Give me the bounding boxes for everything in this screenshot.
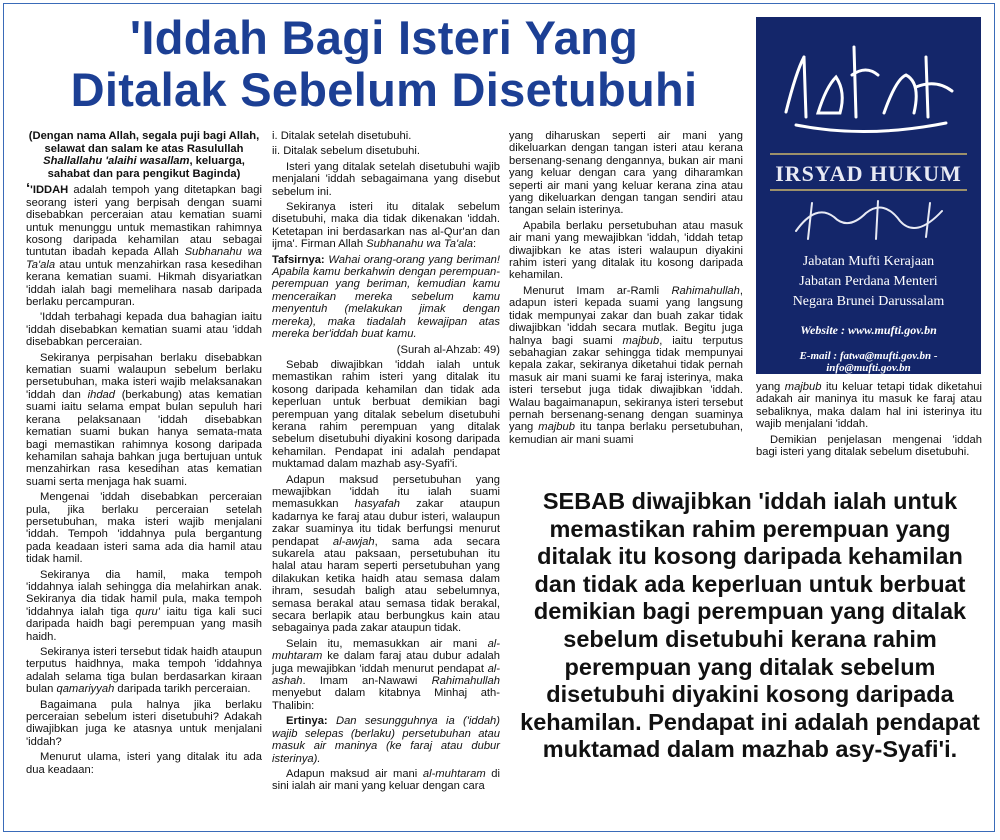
column-1	[26, 130, 262, 779]
column-3	[509, 130, 743, 449]
paragraph: Sekiranya isteri itu ditalak sebelum disetubuhi, maka dia tidak dikenakan 'iddah. Ketetapan ini berdasarkan nas al-Qur'an dan ijma'. Firman Allah Subhanahu wa Ta'ala:	[272, 201, 500, 251]
website-text: Website : www.mufti.gov.bn	[800, 323, 937, 337]
paragraph: Mengenai 'iddah disebabkan perceraian pula, jika berlaku perceraian setelah persetubuhan, maka isteri wajib menjalani 'iddah. Tempoh 'iddahnya pula bergantung pada keadaan isteri sama ada dia hamil atau tidak hamil.	[26, 491, 262, 566]
title-line-2: Ditalak Sebelum Disetubuhi	[70, 63, 698, 116]
paragraph: Menurut Imam ar-Ramli Rahimahullah, adapun isteri kepada suami yang langsung tidak mempunyai zakar dan buah zakar tidak diwajibkan 'iddah secara mutlak. Begitu juga halnya bagi suami majbub, iaitu terputus sebahagian zakar sehingga tidak mempunyai kepala zakar, sekiranya diketahui tidak pernah masuk air mani suami ke faraj isterinya, maka isteri tersebut juga tidak diwajibkan 'iddah. Walau bagaimanapun, sekiranya isteri tersebut pernah bersenang-senang dengan suaminya yang majbub itu tanpa berlaku persetubuhan, kemudian air mani suami	[509, 284, 743, 446]
paragraph: ‘'IDDAH adalah tempoh yang ditetapkan bagi seorang isteri yang berpisah dengan suami disebabkan perceraian atau kematian suami untuk menunggu untuk memastikan rahimnya kosong daripada kehamilan atau sebagai tuntutan ibadah kepada Allah Subhanahu wa Ta'ala atau untuk menzahirkan rasa kesedihan kerana kematian suami. Hikmah disyariatkan 'iddah ialah bagi memelihara nasab daripada berlaku percampuran.	[26, 180, 262, 309]
paragraph: Apabila berlaku persetubuhan atau masuk air mani yang mewajibkan 'iddah, 'iddah tetap diwajibkan ke atas isteri walaupun diyakini rahim isteri yang ditalak itu kosong daripada kehamilan.	[509, 219, 743, 282]
paragraph: Bagaimana pula halnya jika berlaku perceraian sebelum isteri disetubuhi? Adakah diwajibkan juga ke atasnya untuk menjalani 'iddah?	[26, 698, 262, 748]
paragraph: Adapun maksud air mani al-muhtaram di sini ialah air mani yang keluar dengan cara	[272, 767, 500, 793]
department-line-1: Jabatan Mufti Kerajaan	[802, 254, 935, 269]
list-item: ii. Ditalak sebelum disetubuhi.	[272, 145, 420, 158]
paragraph: Sebab diwajibkan 'iddah ialah untuk memastikan rahim isteri yang ditalak itu kosong daripada kehamilan dan tidak ada keperluan untuk berbuat demikian bagi perempuan yang ditalak sebelum disetubuhi kerana rahim perempuan yang ditalak sebelum disetubuhi diyakini kosong daripada kehamilan. Pendapat ini adalah pendapat muktamad dalam mazhab asy-Syafi'i.	[272, 358, 500, 471]
brand-name: IRSYAD HUKUM	[775, 161, 962, 186]
department-line-2: Jabatan Perdana Menteri	[799, 274, 938, 289]
list-item: i. Ditalak setelah disetubuhi.	[272, 130, 412, 142]
drop-cap: ‘	[26, 180, 31, 198]
email-text: E-mail : fatwa@mufti.gov.bn - info@mufti.gov.bn	[799, 350, 938, 374]
paragraph: 'Iddah terbahagi kepada dua bahagian iaitu 'iddah disebabkan kematian suami atau 'iddah disebabkan perceraian.	[26, 311, 262, 349]
irsyad-hukum-logo-panel	[756, 17, 981, 374]
quote-translation: Tafsirnya: Wahai orang-orang yang beriman! Apabila kamu berkahwin dengan perempuan-perempuan yang beriman, kemudian kamu menceraikan mereka sebelum kamu menyentuh (melakukan jimak dengan mereka), maka tiadalah kewajipan atas mereka ber'iddah buat kamu.	[272, 253, 500, 341]
paragraph: Sekiranya perpisahan berlaku disebabkan kematian suami walaupun sebelum berlaku persetubuhan, maka isteri wajib melaksanakan 'iddah dan ihdad (berkabung) atas kematian suami iaitu selama empat bulan sepuluh hari kerana pelaksanaan 'iddah disebabkan kematian suami bukan hanya semata-mata bagi memastikan rahimnya kosong daripada kehamilan sahaja bahkan juga bertujuan untuk menzahirkan rasa kesedihan atas kematian suami serta menjaga hak suami.	[26, 351, 262, 488]
column-4	[756, 381, 982, 461]
article-title	[24, 12, 744, 116]
paragraph: Selain itu, memasukkan air mani al-muhtaram ke dalam faraj atau dubur adalah juga mewajibkan 'iddah menurut pendapat al-ashah. Imam an-Nawawi Rahimahullah menyebut dalam kitabnya Minhaj ath-Thalibin:	[272, 637, 500, 712]
intro-text: (Dengan nama Allah, segala puji bagi Allah, selawat dan salam ke atas Rasulullah Shallallahu 'alaihi wasallam, keluarga, sahabat dan para pengikut Baginda)	[28, 130, 260, 180]
paragraph: yang diharuskan seperti air mani yang dikeluarkan dengan tangan isteri atau kerana bersenang-senang dengannya, bukan air mani yang keluar dengan cara yang diharamkan seperti air mani yang keluar kerana zina atau yang dikeluarkan dengan tangan sendiri atau tangan selain isterinya.	[509, 130, 743, 217]
paragraph: Isteri yang ditalak setelah disetubuhi wajib menjalani 'iddah sebagaimana yang disebut sebelum ini.	[272, 160, 500, 198]
paragraph: Sekiranya dia hamil, maka tempoh 'iddahnya ialah sehingga dia melahirkan anak. Sekiranya dia tidak hamil pula, maka tempoh 'iddahnya ialah tiga quru' iaitu tiga kali suci daripada haidh bagi perempuan yang masih haidh.	[26, 568, 263, 643]
quote-translation: Ertinya: Dan sesungguhnya ia ('iddah) wajib selepas (berlaku) persetubuhan atau masuk air maninya (ke faraj atau dubur isterinya).	[272, 715, 500, 765]
column-2	[272, 130, 500, 796]
title-line-1: 'Iddah Bagi Isteri Yang	[129, 11, 639, 64]
newspaper-page	[3, 3, 995, 832]
paragraph: Adapun maksud persetubuhan yang mewajibkan 'iddah itu ialah suami memasukkan hasyafah zakar ataupun kadarnya ke faraj atau dubur isteri, walaupun zakar suaminya itu tidak berfungsi menurut pendapat al-awjah, sama ada secara sukarela atau paksaan, persetubuhan itu halal atau haram seperti persetubuhan yang dilakukan ketika haidh atau semasa dalam ihram, sesudah baligh atau sebelumnya, semasa berakal atau semasa tidak berakal, secara berlapik atau berbungkus kain atau sebagainya pada zakar ataupun tidak.	[272, 473, 501, 635]
pull-quote: SEBAB diwajibkan 'iddah ialah untuk memastikan rahim perempuan yang ditalak itu kosong daripada kehamilan dan tidak ada keperluan untuk berbuat demikian bagi perempuan yang ditalak sebelum disetubuhi kerana rahim perempuan yang ditalak sebelum disetubuhi diyakini kosong daripada kehamilan. Pendapat ini adalah pendapat muktamad dalam mazhab asy-Syafi'i.	[520, 488, 980, 763]
paragraph: Demikian penjelasan mengenai 'iddah bagi isteri yang ditalak sebelum disetubuhi.	[756, 433, 982, 459]
paragraph: Sekiranya isteri tersebut tidak haidh ataupun terputus haidhnya, maka tempoh 'iddahnya adalah selama tiga bulan berdasarkan kiraan bulan qamariyyah daripada tarikh perceraian.	[26, 646, 262, 696]
paragraph: Menurut ulama, isteri yang ditalak itu ada dua keadaan:	[26, 751, 262, 776]
arabic-calligraphy-icon	[756, 17, 981, 374]
surah-reference: (Surah al-Ahzab: 49)	[396, 343, 500, 356]
department-line-3: Negara Brunei Darussalam	[792, 294, 945, 309]
paragraph: yang majbub itu keluar tetapi tidak diketahui adakah air maninya itu masuk ke faraj atau sebaliknya, maka dalam hal ini isterinya itu wajib menjalani 'iddah.	[756, 381, 982, 431]
